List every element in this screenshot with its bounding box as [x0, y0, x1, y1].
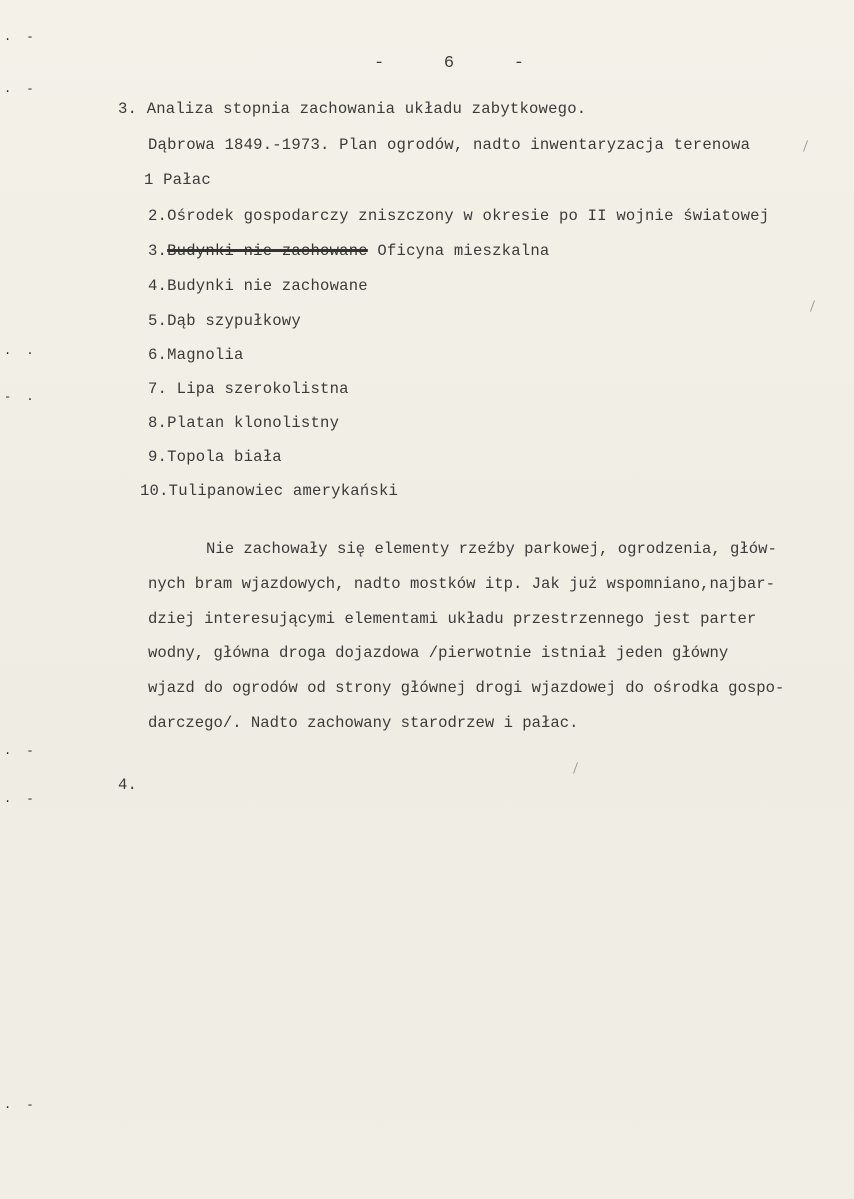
page-number: 6 [443, 54, 455, 73]
pencil-mark [810, 300, 815, 312]
legend-item-number: 3. [148, 242, 168, 260]
header-dash-left: - [374, 54, 385, 73]
legend-item: 1 Pałac [144, 171, 211, 189]
pencil-mark [573, 762, 578, 774]
edge-mark: - . [4, 390, 38, 404]
section-subtitle: Dąbrowa 1849.-1973. Plan ogrodów, nadto inwentaryzacja terenowa [148, 136, 751, 154]
paragraph-line: dziej interesującymi elementami układu przestrzennego jest parter [148, 609, 757, 628]
edge-mark: . - [4, 744, 38, 758]
section-number: 3. [118, 100, 138, 118]
edge-mark: . - [4, 82, 38, 96]
legend-item-text: Oficyna mieszkalna [367, 242, 550, 260]
legend-item: 6.Magnolia [148, 346, 244, 364]
section-title: Analiza stopnia zachowania układu zabytkowego. [146, 100, 587, 118]
legend-item: 7. Lipa szerokolistna [148, 380, 349, 398]
legend-item: 8.Platan klonolistny [148, 414, 340, 432]
section-number: 4. [118, 776, 138, 794]
header-dash-right: - [513, 54, 524, 73]
page-header [374, 54, 524, 73]
edge-mark: . . [4, 344, 38, 358]
paragraph-line: darczego/. Nadto zachowany starodrzew i pałac. [148, 713, 579, 732]
paragraph-line: nych bram wjazdowych, nadto mostków itp. Jak już wspomniano,najbar- [148, 574, 775, 593]
body-paragraph [148, 532, 848, 741]
edge-mark: . - [4, 792, 38, 806]
edge-mark: . - [4, 30, 38, 44]
legend-item: 2.Ośrodek gospodarczy zniszczony w okresie po II wojnie światowej [148, 207, 770, 225]
section-heading [118, 100, 586, 118]
paragraph-line: Nie zachowały się elementy rzeźby parkowej, ogrodzenia, głów- [206, 540, 777, 558]
legend-item: 9.Topola biała [148, 448, 282, 466]
pencil-mark [803, 140, 808, 152]
struck-text: Budynki nie zachowane [167, 242, 368, 260]
legend-item: 10.Tulipanowiec amerykański [140, 482, 399, 500]
paragraph-line: wjazd do ogrodów od strony głównej drogi wjazdowej do ośrodka gospo- [148, 679, 785, 698]
legend-item: 5.Dąb szypułkowy [148, 312, 301, 330]
legend-item: 4.Budynki nie zachowane [148, 277, 368, 295]
edge-mark: . - [4, 1098, 38, 1112]
legend-item-struck [148, 242, 549, 260]
paragraph-line: wodny, główna droga dojazdowa /pierwotnie istniał jeden główny [148, 644, 729, 663]
